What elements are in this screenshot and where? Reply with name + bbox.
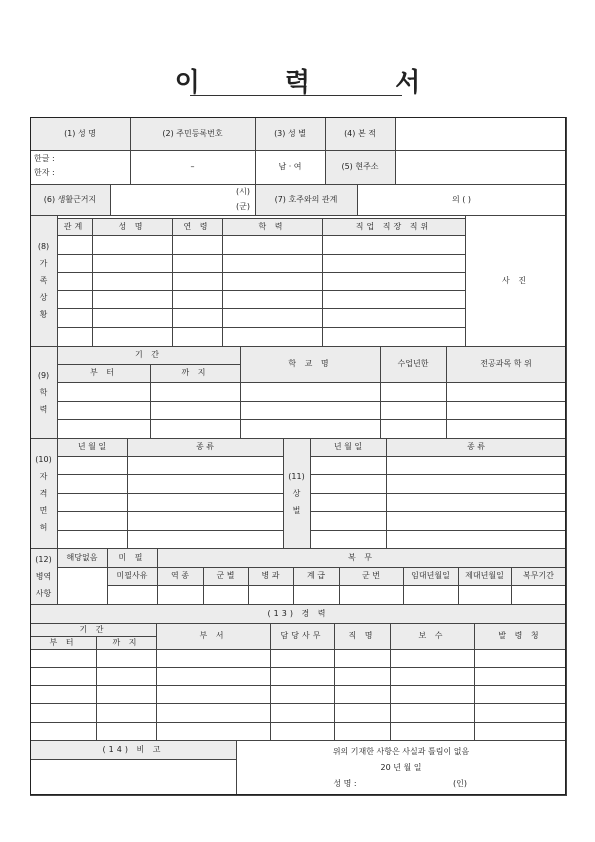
military-cell	[403, 585, 459, 605]
family-cell	[57, 254, 93, 273]
awards-cell	[310, 456, 387, 475]
statement-date: 20 년 월 일	[380, 763, 422, 772]
mil-col-label: 계 급	[307, 571, 325, 580]
address-label: (5) 현주소	[341, 162, 379, 171]
military-cell	[203, 585, 249, 605]
family-side-label-char: 족	[39, 276, 48, 285]
family-cell	[172, 327, 223, 347]
family-cell	[322, 290, 466, 309]
mil-col-label: 복무기간	[523, 571, 554, 580]
career-cell	[156, 703, 271, 723]
licenses-side-label-char: (10)	[35, 454, 52, 464]
family-cell	[92, 235, 173, 255]
mil-col-label: 군 번	[362, 571, 380, 580]
family-cell	[92, 254, 173, 273]
awards-side-label-char: 상	[292, 488, 301, 498]
military-cell	[157, 585, 204, 605]
family-side-label	[30, 215, 57, 346]
family-cell	[57, 308, 93, 328]
military-cell	[339, 585, 404, 605]
family-header: 성 명	[118, 221, 146, 231]
gender-label: (3) 성 별	[274, 128, 306, 138]
military-cell	[107, 585, 158, 605]
career-cell	[96, 722, 157, 741]
family-cell	[92, 327, 173, 347]
mil-col-label: 임대년월일	[411, 571, 450, 580]
education-cell	[380, 401, 447, 420]
mil-col-label: 역 종	[171, 571, 189, 580]
career-cell	[390, 703, 475, 723]
awards-cell	[310, 530, 387, 549]
awards-cell	[310, 493, 387, 512]
mil-na-label: 해당없음	[66, 552, 98, 562]
career-cell	[334, 703, 391, 723]
licenses-cell	[127, 456, 284, 475]
career-to-label: 까 지	[112, 637, 140, 647]
education-cell	[150, 382, 241, 402]
mil-col-label: 제대년월일	[465, 571, 504, 580]
career-cell	[334, 722, 391, 741]
career-cell	[96, 685, 157, 704]
family-cell	[172, 308, 223, 328]
career-header: 발 령 청	[498, 631, 542, 640]
seal-label: (인)	[453, 779, 467, 788]
education-cell	[380, 382, 447, 402]
photo-label: 사 진	[502, 275, 529, 285]
career-cell	[390, 667, 475, 686]
family-header: 연 령	[183, 221, 211, 231]
career-cell	[474, 667, 567, 686]
family-header: 학 력	[258, 221, 286, 231]
career-cell	[270, 667, 335, 686]
licenses-side-label-char: 면	[39, 505, 48, 515]
edu-from-label: 부 터	[90, 368, 117, 377]
career-cell	[270, 703, 335, 723]
sign-label: 성 명 :	[333, 779, 357, 788]
military-cell	[293, 585, 340, 605]
career-cell	[270, 722, 335, 741]
family-cell	[222, 290, 323, 309]
education-cell	[446, 419, 567, 439]
education-cell	[240, 401, 381, 420]
education-side-label-char: 학	[39, 387, 48, 397]
document-title: 이 력 서	[174, 68, 459, 98]
mil-unfulfilled-label: 미 필	[118, 552, 146, 562]
education-side-label-char: (9)	[37, 370, 50, 380]
career-cell	[390, 685, 475, 704]
statement-text: 위의 기재한 사항은 사실과 틀림이 없음	[332, 747, 470, 756]
education-cell	[57, 401, 151, 420]
edu-major-label: 전공과목 학 위	[480, 359, 532, 368]
military-side-label-char: 사항	[35, 588, 52, 598]
mil-na-value	[57, 567, 108, 605]
family-side-label-char: 황	[39, 310, 48, 319]
awards-cell	[310, 474, 387, 494]
education-cell	[57, 382, 151, 402]
career-cell	[30, 685, 97, 704]
awards-side-label-char: (11)	[288, 471, 305, 481]
education-cell	[240, 419, 381, 439]
education-cell	[150, 419, 241, 439]
licenses-cell	[57, 511, 128, 531]
military-side-label-char: 병역	[35, 571, 52, 581]
family-cell	[322, 308, 466, 328]
licenses-cell	[127, 493, 284, 512]
education-side-label-char: 력	[39, 404, 48, 414]
gun-label: (군)	[236, 202, 250, 211]
career-cell	[156, 685, 271, 704]
career-header: 부 서	[199, 631, 227, 640]
family-cell	[222, 235, 323, 255]
licenses-cell	[127, 474, 284, 494]
family-cell	[222, 308, 323, 328]
base-label: (6) 생활근거지	[43, 194, 97, 204]
awards-cell	[386, 511, 567, 531]
family-cell	[57, 290, 93, 309]
origin-label: (4) 본 적	[344, 128, 376, 138]
awards-side-label-char: 벌	[292, 505, 301, 515]
gender-value: 남 · 여	[278, 162, 302, 171]
licenses-cell	[57, 493, 128, 512]
career-cell	[156, 649, 271, 668]
origin-value-cell	[395, 117, 567, 151]
career-cell	[390, 722, 475, 741]
family-header: 관계	[63, 221, 86, 231]
family-cell	[322, 327, 466, 347]
licenses-side-label-char: 자	[39, 471, 48, 481]
family-cell	[92, 308, 173, 328]
edu-period-label: 기 간	[135, 350, 162, 359]
relation-label: (7) 호주와의 관계	[274, 194, 338, 204]
id-dash: –	[190, 162, 195, 171]
name-label: (1) 성 명	[64, 128, 96, 138]
family-cell	[322, 254, 466, 273]
family-cell	[222, 327, 323, 347]
awards-cell	[386, 456, 567, 475]
education-side-label	[30, 346, 57, 438]
licenses-cell	[127, 530, 284, 549]
mil-col-label: 군 별	[216, 571, 235, 580]
career-cell	[474, 685, 567, 704]
family-cell	[172, 235, 223, 255]
career-cell	[474, 722, 567, 741]
family-cell	[322, 235, 466, 255]
edu-to-label: 까 지	[181, 368, 209, 377]
licenses-cell	[127, 511, 284, 531]
career-cell	[270, 685, 335, 704]
education-cell	[446, 382, 567, 402]
career-title: (13) 경 력	[267, 608, 329, 618]
family-side-label-char: 가	[39, 259, 48, 268]
licenses-side-label	[30, 438, 57, 548]
career-cell	[30, 667, 97, 686]
licenses-side-label-char: 허	[39, 522, 48, 532]
lic-type-label: 종 류	[196, 442, 214, 451]
education-cell	[150, 401, 241, 420]
military-cell	[511, 585, 567, 605]
military-side-label	[30, 548, 57, 604]
education-cell	[57, 419, 151, 439]
title-underline	[190, 95, 402, 96]
family-cell	[57, 327, 93, 347]
awards-cell	[386, 474, 567, 494]
family-cell	[57, 235, 93, 255]
military-cell	[458, 585, 512, 605]
licenses-cell	[57, 474, 128, 494]
career-header: 직 명	[348, 631, 376, 640]
military-cell	[248, 585, 294, 605]
education-cell	[446, 401, 567, 420]
career-cell	[96, 703, 157, 723]
relation-value: 의 ( )	[451, 194, 472, 204]
career-cell	[334, 685, 391, 704]
si-label: (시)	[236, 187, 250, 196]
awards-cell	[386, 493, 567, 512]
career-header: 보 수	[418, 631, 446, 640]
award-date-label: 년 월 일	[333, 442, 363, 451]
edu-years-label: 수업년한	[397, 359, 429, 368]
licenses-cell	[57, 530, 128, 549]
mil-col-label: 미필사유	[116, 571, 148, 580]
hanja-label: 한자 :	[34, 168, 55, 177]
edu-school-label: 학 교 명	[288, 359, 332, 368]
education-cell	[380, 419, 447, 439]
career-cell	[474, 649, 567, 668]
family-cell	[172, 254, 223, 273]
career-cell	[334, 649, 391, 668]
family-cell	[92, 290, 173, 309]
career-cell	[96, 667, 157, 686]
remarks-label: (14) 비 고	[102, 744, 164, 754]
address-value-cell	[395, 150, 567, 185]
lic-date-label: 년 월 일	[77, 442, 107, 451]
id-label: (2) 주민등록번호	[162, 128, 223, 138]
career-cell	[30, 649, 97, 668]
career-cell	[156, 667, 271, 686]
career-period-label: 기 간	[79, 624, 107, 634]
awards-side-label	[283, 438, 310, 548]
family-cell	[92, 272, 173, 291]
family-side-label-char: 상	[39, 293, 48, 302]
career-cell	[30, 703, 97, 723]
career-from-label: 부 터	[49, 637, 77, 647]
career-header: 담당사무	[280, 631, 324, 640]
military-side-label-char: (12)	[35, 554, 52, 564]
awards-cell	[386, 530, 567, 549]
career-cell	[156, 722, 271, 741]
family-cell	[222, 254, 323, 273]
licenses-cell	[57, 456, 128, 475]
mil-col-label: 병 과	[261, 571, 280, 580]
career-cell	[474, 703, 567, 723]
hangul-label: 한글 :	[34, 154, 55, 163]
family-header: 직업 직장 직위	[355, 221, 432, 231]
career-cell	[96, 649, 157, 668]
family-cell	[322, 272, 466, 291]
family-cell	[57, 272, 93, 291]
remarks-value	[30, 759, 237, 796]
award-type-label: 종 류	[467, 442, 485, 451]
family-cell	[172, 290, 223, 309]
awards-cell	[310, 511, 387, 531]
career-cell	[334, 667, 391, 686]
family-side-label-char: (8)	[37, 242, 50, 251]
family-cell	[172, 272, 223, 291]
career-cell	[30, 722, 97, 741]
career-cell	[270, 649, 335, 668]
mil-service-label: 복 무	[348, 552, 375, 562]
licenses-side-label-char: 격	[39, 488, 48, 498]
education-cell	[240, 382, 381, 402]
family-cell	[222, 272, 323, 291]
career-cell	[390, 649, 475, 668]
